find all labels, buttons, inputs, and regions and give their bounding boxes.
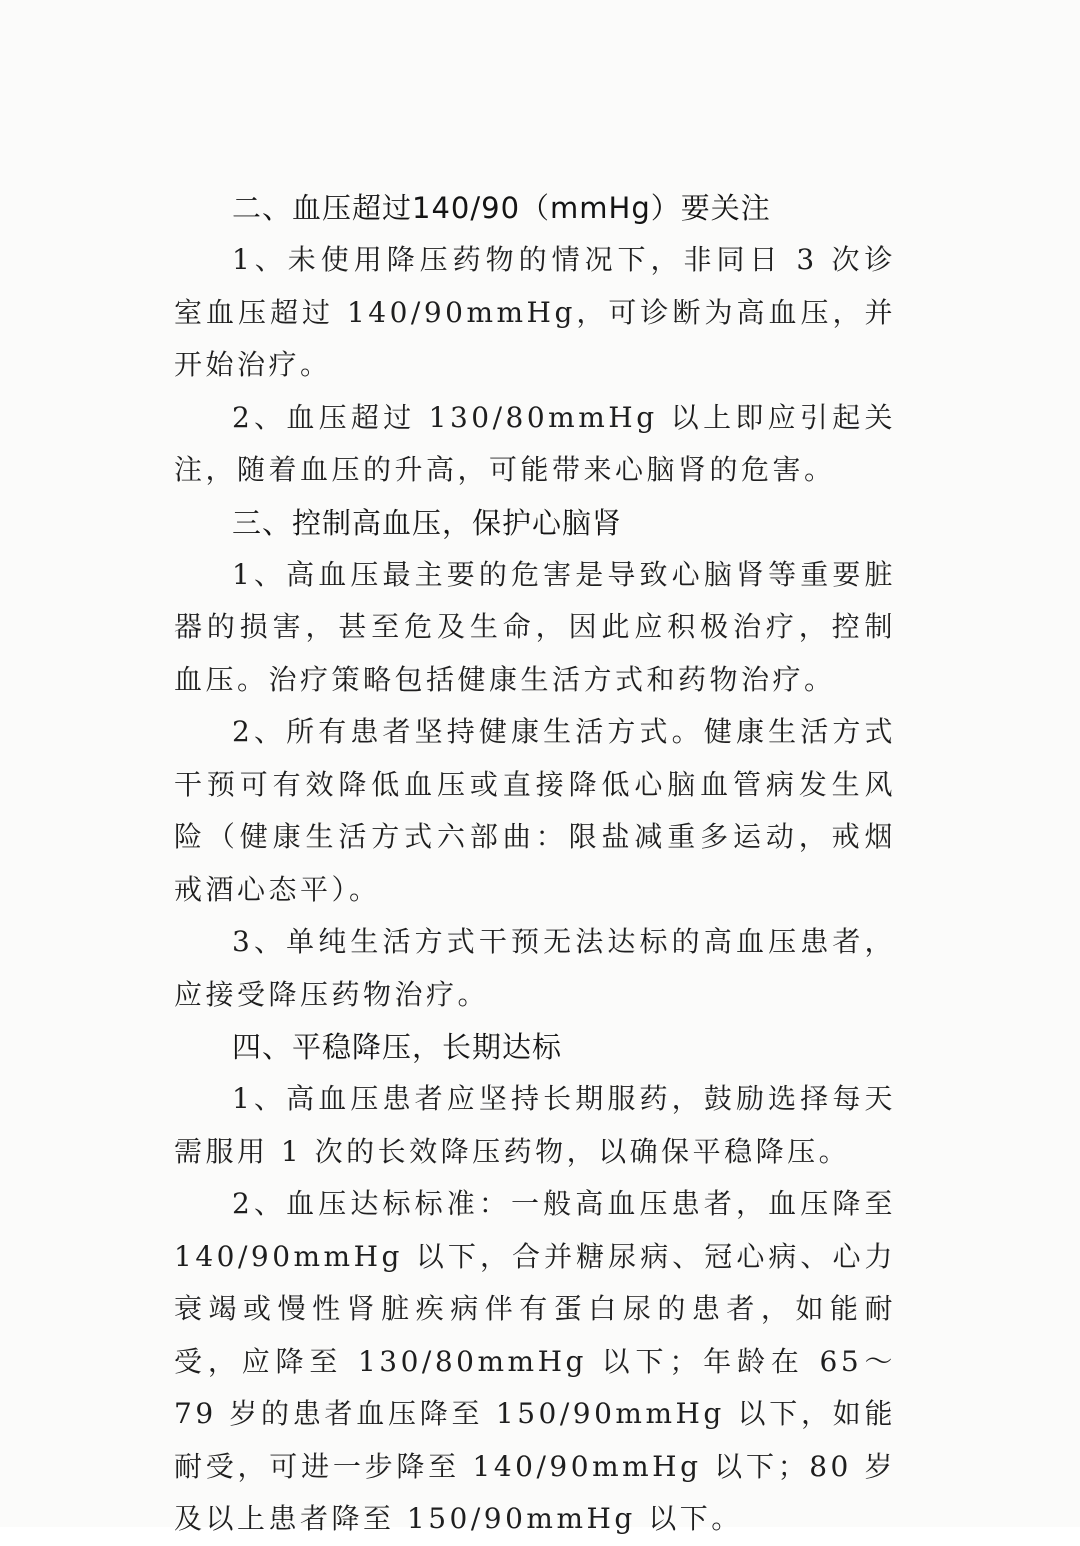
section-heading: 二、血压超过140/90（mmHg）要关注 [232, 191, 771, 225]
paragraph: 2、血压超过 130/80mmHg 以上即应引起关注，随着血压的升高，可能带来心脑肾的危害。 [174, 400, 896, 486]
paragraph: 2、血压达标标准：一般高血压患者，血压降至 140/90mmHg 以下，合并糖尿病、冠心病、心力衰竭或慢性肾脏疾病伴有蛋白尿的患者，如能耐受，应降至 130/80mmHg 以下；年龄在 65～79 岁的患者血压降至 150/90mmHg 以下，如能耐受，可进一步降至 140/90mmHg 以下；80 岁及以上患者降至 150/90mmHg 以下。 [174, 1187, 896, 1535]
section-heading: 四、平稳降压，长期达标 [232, 1030, 563, 1064]
section-heading: 三、控制高血压，保护心脑肾 [232, 505, 623, 540]
paragraph: 1、未使用降压药物的情况下，非同日 3 次诊室血压超过 140/90mmHg，可诊断为高血压，并开始治疗。 [174, 243, 896, 381]
document-body [174, 182, 896, 1546]
paragraph: 1、高血压患者应坚持长期服药，鼓励选择每天需服用 1 次的长效降压药物，以确保平稳降压。 [174, 1082, 896, 1168]
paragraph: 1、高血压最主要的危害是导致心脑肾等重要脏器的损害，甚至危及生命，因此应积极治疗，控制血压。治疗策略包括健康生活方式和药物治疗。 [174, 557, 896, 696]
paragraph: 3、单纯生活方式干预无法达标的高血压患者，应接受降压药物治疗。 [174, 925, 896, 1011]
paragraph: 2、所有患者坚持健康生活方式。健康生活方式干预可有效降低血压或直接降低心脑血管病发生风险（健康生活方式六部曲：限盐减重多运动，戒烟戒酒心态平）。 [174, 715, 896, 906]
